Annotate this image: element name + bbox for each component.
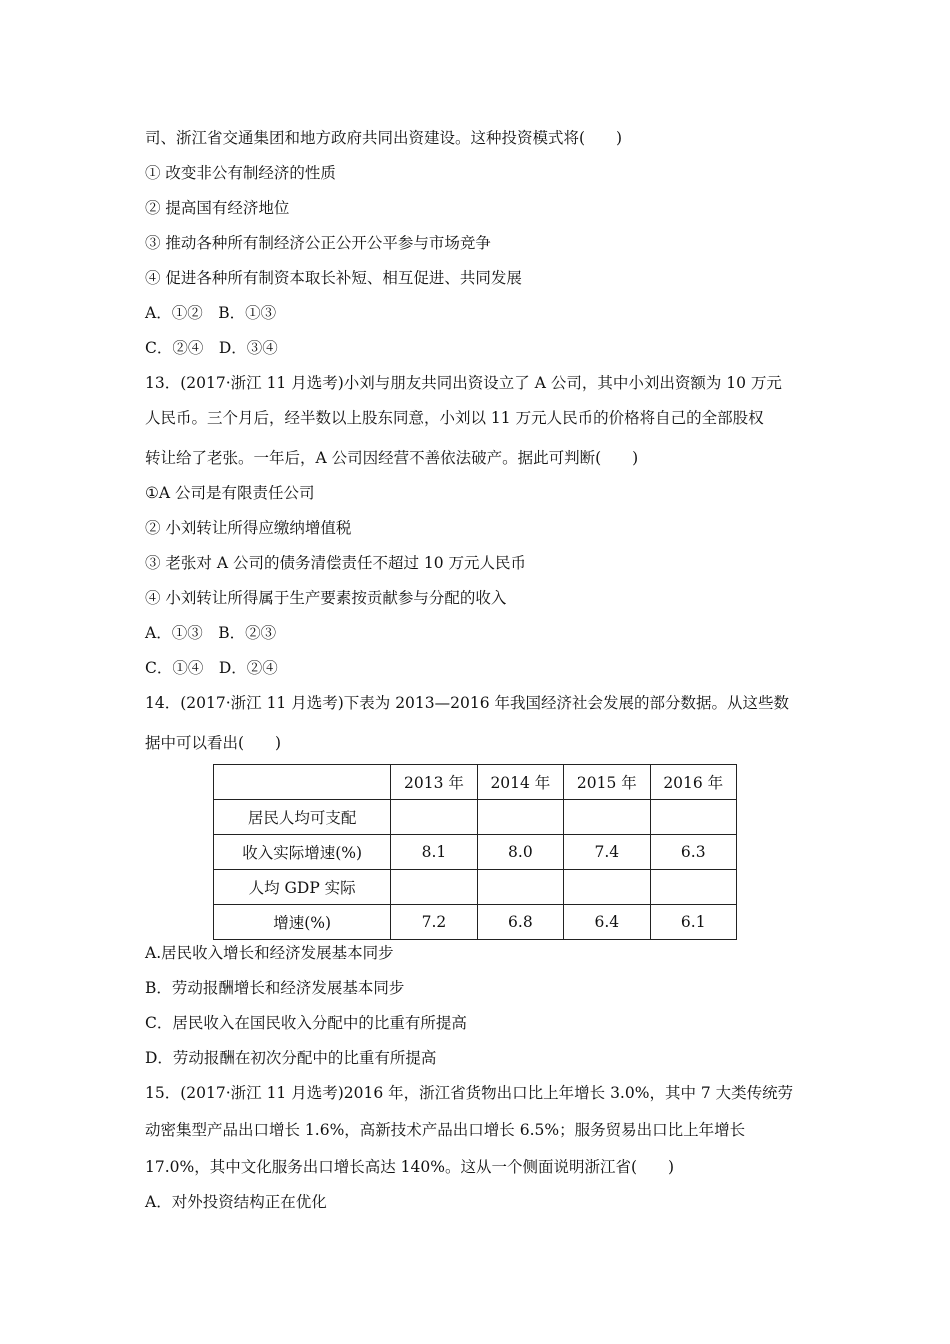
table-cell: 8.0 <box>477 835 563 870</box>
table-cell: 6.8 <box>477 905 563 940</box>
q13-stem-line-1: 13．(2017·浙江 11 月选考)小刘与朋友共同出资设立了 A 公司，其中小刘出资额为 10 万元 <box>145 374 782 392</box>
q12-options-ab: A．①② B．①③ <box>145 304 277 322</box>
q12-options-cd: C．②④ D．③④ <box>145 339 278 357</box>
table-header-row <box>214 765 737 800</box>
q14-stem-line-1: 14．(2017·浙江 11 月选考)下表为 2013—2016 年我国经济社会发展的部分数据。从这些数 <box>145 694 790 712</box>
table-row <box>214 870 737 905</box>
table-corner-cell <box>214 765 391 800</box>
empty-cell <box>391 800 477 835</box>
empty-cell <box>477 870 563 905</box>
table-row <box>214 800 737 835</box>
q12-stem: 司、浙江省交通集团和地方政府共同出资建设。这种投资模式将( ) <box>145 129 623 147</box>
year-header-2015: 2015 年 <box>564 765 650 800</box>
year-header-2014: 2014 年 <box>477 765 563 800</box>
row-label: 收入实际增速(%) <box>214 835 391 870</box>
empty-cell <box>391 870 477 905</box>
q13-item-2: ② 小刘转让所得应缴纳增值税 <box>145 519 352 537</box>
data-table <box>213 764 737 940</box>
table-cell: 6.3 <box>650 835 736 870</box>
q14-option-c: C．居民收入在国民收入分配中的比重有所提高 <box>145 1014 467 1032</box>
q12-item-1: ① 改变非公有制经济的性质 <box>145 164 336 182</box>
q13-options-ab: A．①③ B．②③ <box>145 624 277 642</box>
q13-stem-line-3: 转让给了老张。一年后，A 公司因经营不善依法破产。据此可判断( ) <box>145 449 639 467</box>
table-cell: 7.4 <box>564 835 650 870</box>
table-cell: 7.2 <box>391 905 477 940</box>
q12-item-4: ④ 促进各种所有制资本取长补短、相互促进、共同发展 <box>145 269 522 287</box>
q14-option-b: B．劳动报酬增长和经济发展基本同步 <box>145 979 405 997</box>
q14-option-a: A.居民收入增长和经济发展基本同步 <box>145 944 394 962</box>
row-label: 居民人均可支配 <box>214 800 391 835</box>
row-label: 增速(%) <box>214 905 391 940</box>
q13-options-cd: C．①④ D．②④ <box>145 659 278 677</box>
q13-item-4: ④ 小刘转让所得属于生产要素按贡献参与分配的收入 <box>145 589 507 607</box>
empty-cell <box>564 800 650 835</box>
q15-option-a: A．对外投资结构正在优化 <box>145 1193 327 1211</box>
q12-item-3: ③ 推动各种所有制经济公正公开公平参与市场竞争 <box>145 234 491 252</box>
q14-stem-line-2: 据中可以看出( ) <box>145 734 282 752</box>
empty-cell <box>650 870 736 905</box>
empty-cell <box>477 800 563 835</box>
table-cell: 6.4 <box>564 905 650 940</box>
year-header-2016: 2016 年 <box>650 765 736 800</box>
row-label: 人均 GDP 实际 <box>214 870 391 905</box>
table-row <box>214 905 737 940</box>
q13-stem-line-2: 人民币。三个月后，经半数以上股东同意，小刘以 11 万元人民币的价格将自己的全部股权 <box>145 409 764 427</box>
empty-cell <box>564 870 650 905</box>
q15-stem-line-1: 15．(2017·浙江 11 月选考)2016 年，浙江省货物出口比上年增长 3.0%，其中 7 大类传统劳 <box>145 1084 794 1102</box>
q14-option-d: D．劳动报酬在初次分配中的比重有所提高 <box>145 1049 437 1067</box>
q15-stem-line-3: 17.0%，其中文化服务出口增长高达 140%。这从一个侧面说明浙江省( ) <box>145 1158 675 1176</box>
q15-stem-line-2: 动密集型产品出口增长 1.6%，高新技术产品出口增长 6.5%；服务贸易出口比上年增长 <box>145 1121 746 1139</box>
empty-cell <box>650 800 736 835</box>
q12-item-2: ② 提高国有经济地位 <box>145 199 290 217</box>
year-header-2013: 2013 年 <box>391 765 477 800</box>
q13-item-1: ①A 公司是有限责任公司 <box>145 484 315 502</box>
table-row <box>214 835 737 870</box>
q13-item-3: ③ 老张对 A 公司的债务清偿责任不超过 10 万元人民币 <box>145 554 527 572</box>
table-cell: 6.1 <box>650 905 736 940</box>
table-cell: 8.1 <box>391 835 477 870</box>
